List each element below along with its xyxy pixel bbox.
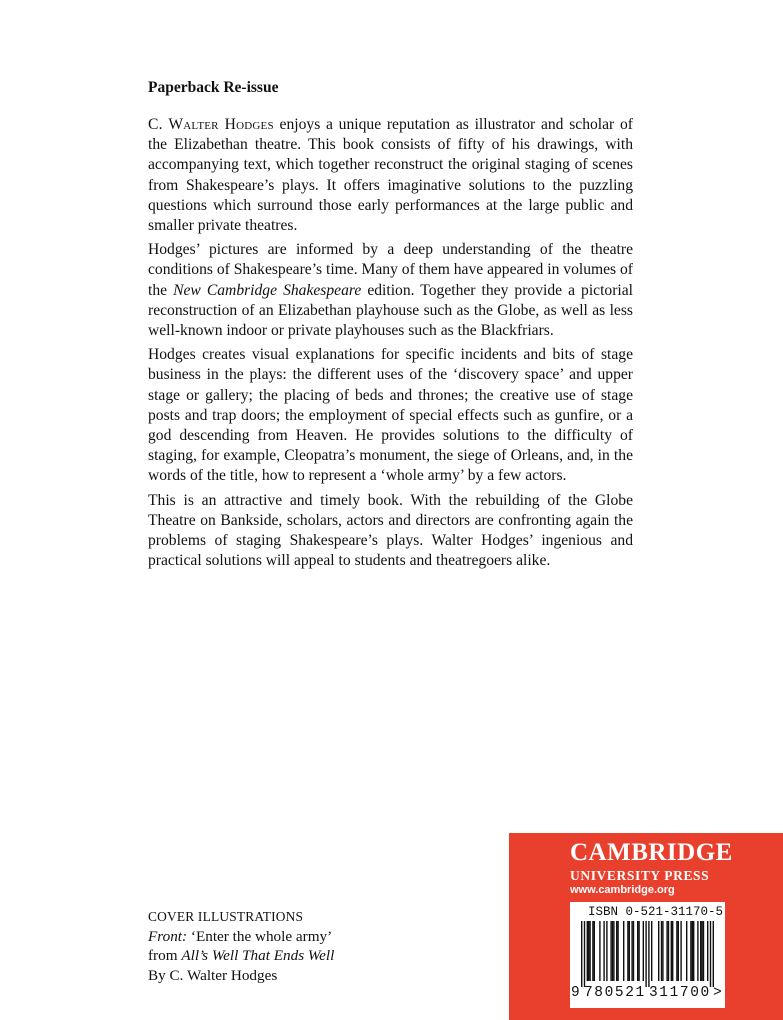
barcode-bar	[666, 921, 667, 981]
barcode-bar	[603, 921, 604, 981]
credits-front-text: ‘Enter the whole army’	[187, 927, 333, 945]
barcode-bar	[680, 921, 681, 981]
barcode-bar	[713, 921, 714, 987]
barcode-bar	[617, 921, 618, 981]
credits-front-line	[148, 927, 334, 947]
barcode-bar	[697, 921, 698, 981]
credits-play-line	[148, 946, 334, 966]
barcode-bar	[693, 921, 694, 981]
barcode-bar	[645, 921, 646, 987]
barcode-bar	[629, 921, 630, 981]
publisher-url: www.cambridge.org	[570, 884, 675, 896]
barcode-bar	[594, 921, 595, 981]
barcode-bar	[662, 921, 663, 981]
series-title: New Cambridge Shakespeare	[173, 281, 362, 299]
credits-play-title: All’s Well That Ends Well	[181, 947, 335, 965]
barcode-bar	[584, 921, 585, 987]
barcode-bar	[606, 921, 607, 981]
barcode-icon	[570, 921, 725, 987]
blurb	[148, 115, 633, 575]
credits-from-word: from	[148, 947, 182, 965]
barcode-bar	[612, 921, 613, 981]
blurb-paragraph-1-text: enjoys a unique reputation as illustrator and scholar of the Elizabethan theatre. This book consists of fifty of his drawings, with accompanying text, which together reconstruct the original staging of scenes from Shakespeare’s plays. It offers imaginative solutions to the puzzling questions which surround those early performances at the large public and smaller private theatres.	[148, 116, 633, 235]
author-name: C. Walter Hodges	[148, 116, 274, 133]
isbn-label: ISBN 0-521-31170-5	[588, 905, 724, 919]
barcode-bar	[587, 921, 588, 981]
barcode-bar	[710, 921, 711, 987]
barcode-arrow: >	[713, 985, 723, 1001]
barcode-bar	[633, 921, 634, 981]
barcode-bar	[627, 921, 628, 981]
barcode-bar	[643, 921, 644, 981]
barcode-bar	[707, 921, 708, 981]
barcode-bar	[703, 921, 704, 981]
barcode-bar	[638, 921, 639, 981]
barcode-bar	[631, 921, 632, 981]
credits-front-label: Front:	[148, 927, 188, 945]
barcode-bar	[668, 921, 669, 981]
barcode-bar	[651, 921, 652, 981]
barcode-bar	[623, 921, 624, 981]
blurb-paragraph-2-pre: Hodges’ pictures are informed by a deep understanding of the theatre conditions of Shakespeare’s time. Many of them have appeared in volumes of the	[148, 241, 634, 299]
barcode-bar	[589, 921, 590, 981]
barcode-lead-digit: 9	[571, 985, 581, 1001]
barcode-bar	[658, 921, 659, 981]
credits-byline: By C. Walter Hodges	[148, 966, 278, 984]
blurb-paragraph-4: This is an attractive and timely book. With the rebuilding of the Globe Theatre on Bankside, scholars, actors and directors are confronting again the problems of staging Shakespeare’s plays. Walter Hodges’ ingenious and practical solutions will appeal to students and theatregoers alike.	[148, 491, 633, 570]
barcode-bar	[616, 921, 617, 981]
barcode-bar	[648, 921, 649, 987]
blurb-paragraph-2	[148, 240, 633, 341]
barcode-bar	[613, 921, 614, 981]
barcode-bar	[700, 921, 701, 981]
barcode-bar	[701, 921, 702, 981]
credits-title: COVER ILLUSTRATIONS	[148, 909, 304, 924]
barcode-bar	[678, 921, 679, 981]
barcode-bar	[671, 921, 672, 981]
cover-credits	[148, 907, 334, 985]
publisher-name: CAMBRIDGE	[570, 839, 733, 866]
barcode-bar	[592, 921, 593, 981]
barcode-bar	[672, 921, 673, 981]
blurb-paragraph-3: Hodges creates visual explanations for specific incidents and bits of stage business in the plays: the different uses of the ‘discovery space’ and upper stage or gallery; the placing of beds and thrones; the creative use of stage posts and trap doors; the employment of special effects such as gunfire, or a god descending from Heaven. He provides solutions to the difficulty of staging, for example, Cleopatra’s monument, the siege of Orleans, and, in the words of the title, how to represent a ‘whole army’ by a few actors.	[148, 346, 633, 485]
barcode-bar	[686, 921, 687, 981]
barcode-bar	[581, 921, 582, 987]
barcode-bar	[588, 921, 589, 981]
blurb-paragraph-2-post: edition. Together they provide a pictorial reconstruction of an Elizabethan playhouse such as the Globe, as well as less well-known indoor or private playhouses such as the Blackfriars.	[148, 281, 634, 340]
page-heading: Paperback Re-issue	[148, 79, 279, 96]
barcode-bar	[661, 921, 662, 981]
blurb-paragraph-1	[148, 115, 633, 236]
publisher-panel	[509, 833, 783, 1020]
barcode-right-digits: 311700	[649, 985, 711, 1001]
barcode-bar	[692, 921, 693, 981]
barcode-bar	[637, 921, 638, 981]
barcode-bar	[610, 921, 611, 981]
barcode-box	[570, 902, 725, 1008]
barcode-left-digits: 780521	[584, 985, 646, 1001]
barcode-bar	[599, 921, 600, 981]
publisher-subname: UNIVERSITY PRESS	[570, 868, 710, 883]
barcode-bar	[690, 921, 691, 981]
barcode-bar	[676, 921, 677, 981]
